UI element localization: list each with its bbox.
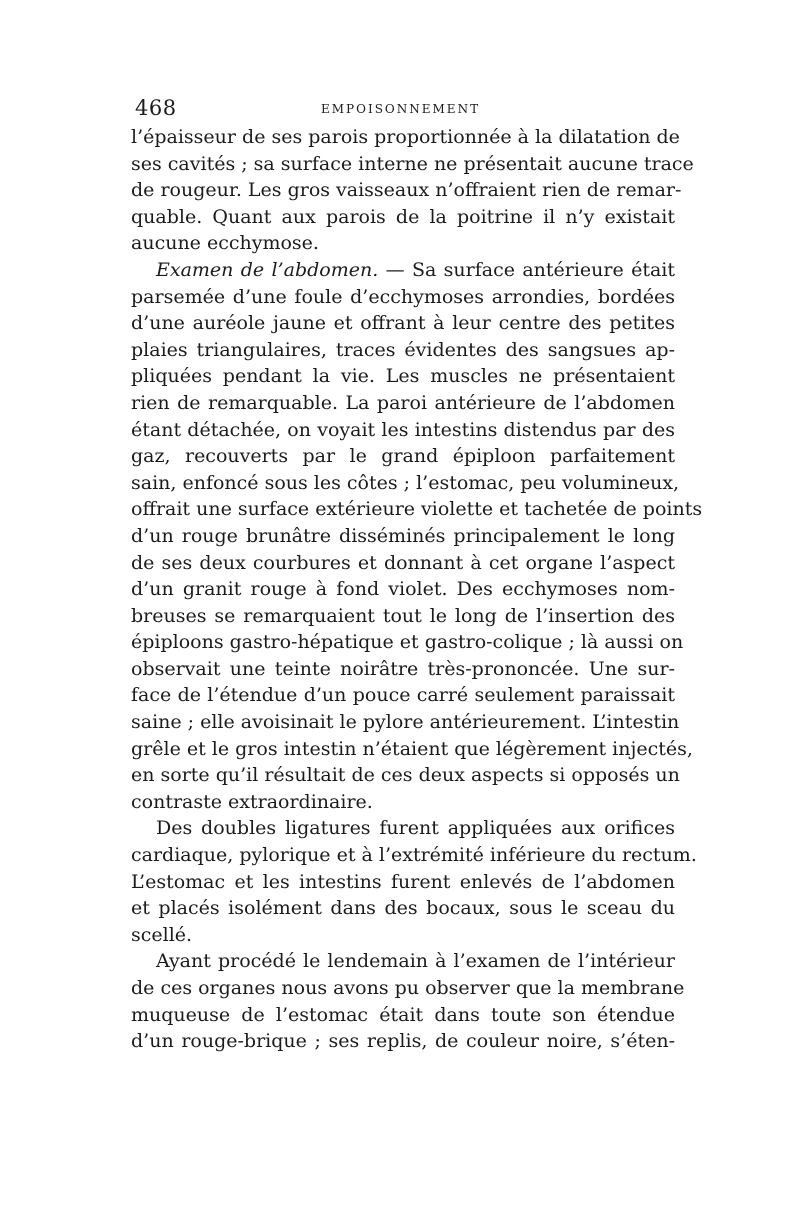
text-line: face de l’étendue d’un pouce carré seulement paraissait: [131, 684, 675, 707]
text-line: offrait une surface extérieure violette et tachetée de points: [131, 498, 703, 521]
page-header: [135, 96, 675, 120]
text-line: pliquées pendant la vie. Les muscles ne présentaient: [131, 365, 675, 388]
running-head: EMPOISONNEMENT: [321, 102, 481, 116]
text-line: parsemée d’une foule d’ecchymoses arrondies, bordées: [131, 285, 675, 308]
body-text: [131, 124, 703, 1055]
text-line: étant détachée, on voyait les intestins distendus par des: [131, 418, 675, 441]
text-line: ses cavités ; sa surface interne ne présentait aucune trace: [131, 152, 694, 175]
text-line: gaz, recouverts par le grand épiploon parfaitement: [131, 445, 675, 468]
section-heading: Examen de l’abdomen.: [156, 258, 379, 281]
text-line: en sorte qu’il résultait de ces deux aspects si opposés un: [131, 764, 680, 787]
text-line: grêle et le gros intestin n’étaient que légèrement injectés,: [131, 737, 693, 760]
text-line: de rougeur. Les gros vaisseaux n’offraient rien de remar-: [131, 179, 682, 202]
text-line: de ces organes nous avons pu observer que la membrane: [131, 977, 685, 999]
text-line: quable. Quant aux parois de la poitrine il n’y existait: [131, 205, 675, 228]
text-line: breuses se remarquaient tout le long de l’insertion des: [131, 604, 675, 627]
text-line: aucune ecchymose.: [131, 232, 319, 255]
text-line: d’un rouge-brique ; ses replis, de couleur noire, s’éten-: [131, 1030, 675, 1053]
text-line: épiploons gastro-hépatique et gastro-colique ; là aussi on: [131, 631, 684, 654]
text-line: Ayant procédé le lendemain à l’examen de l’intérieur: [156, 950, 675, 973]
text-line: scellé.: [131, 923, 193, 946]
text-line: saine ; elle avoisinait le pylore antérieurement. L’intestin: [131, 711, 680, 734]
text-line: d’un rouge brunâtre disséminés principalement le long: [131, 524, 675, 547]
text-line: rien de remarquable. La paroi antérieure de l’abdomen: [131, 391, 675, 414]
text-line: contraste extraordinaire.: [131, 790, 373, 813]
text-line: cardiaque, pylorique et à l’extrémité inférieure du rectum.: [131, 844, 697, 867]
text-line: L’estomac et les intestins furent enlevés de l’abdomen: [131, 870, 675, 893]
text-line: et placés isolément dans des bocaux, sous le sceau du: [131, 897, 675, 920]
text-fragment: — Sa surface antérieure était: [378, 258, 675, 281]
text-line: plaies triangulaires, traces évidentes des sangsues ap-: [131, 338, 675, 361]
text-line: d’un granit rouge à fond violet. Des ecchymoses nom-: [131, 578, 675, 601]
text-line: d’une auréole jaune et offrant à leur centre des petites: [131, 312, 675, 335]
text-line: sain, enfoncé sous les côtes ; l’estomac, peu volumineux,: [131, 471, 680, 494]
text-line: l’épaisseur de ses parois proportionnée à la dilatation de: [131, 126, 680, 148]
text-line: observait une teinte noirâtre très-prononcée. Une sur-: [131, 657, 675, 680]
text-line: de ses deux courbures et donnant à cet organe l’aspect: [131, 551, 675, 574]
text-line: muqueuse de l’estomac était dans toute son étendue: [131, 1003, 675, 1026]
page-number: 468: [135, 96, 177, 120]
text-line: Des doubles ligatures furent appliquées aux orifices: [156, 817, 675, 840]
section-first-line: [131, 257, 675, 284]
